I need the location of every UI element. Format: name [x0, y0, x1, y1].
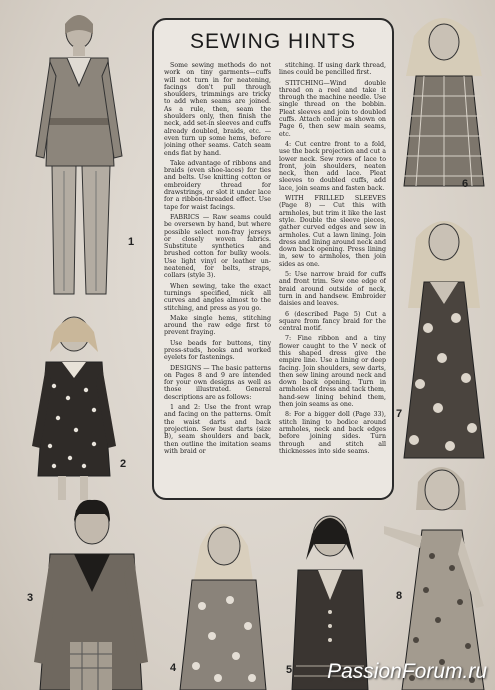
sewing-hints-panel: [152, 18, 394, 500]
article-column-2: [279, 62, 386, 498]
doll-figure-2: [24, 306, 120, 502]
figure-number-2: 2: [120, 458, 127, 470]
doll-figure-1: [22, 6, 135, 306]
figure-number-4: 4: [170, 662, 177, 674]
figure-number-3: 3: [27, 592, 34, 604]
article-column-1: [164, 62, 271, 498]
column-1-paragraph: Some sewing methods do not work on tiny garments—cuffs will not turn in for neatening, facings don't pull through shoulders, trimmings are tricky to add when seams are joined. As a rule, then, seam the shoulders only, then finish the neck, add set-in sleeves and cuffs already doubled, braids, etc. —even turn up some hems, before joining other seams. Catch seam ends flat by hand.: [164, 62, 271, 157]
column-1-paragraph: Make single hems, stitching around the raw edge first to prevent fraying.: [164, 314, 271, 337]
column-2-paragraph: 5: Use narrow braid for cuffs and front trim. Sew one edge of braid around outside of neck, turn in and handsew. Embroider daisies and leaves.: [279, 271, 386, 308]
doll-figure-3: [30, 492, 152, 690]
figure-number-6: 6: [462, 178, 469, 190]
column-2-paragraph: 6 (described Page 5) Cut a square from fancy braid for the central motif.: [279, 310, 386, 333]
article-title: SEWING HINTS: [189, 30, 356, 53]
column-1-paragraph: 1 and 2: Use the front wrap and facing on the patterns. Omit the waist darts and back projection. Sew bust darts (size B), seam shoulders and back, then outline the imitation seams with braid or: [164, 404, 271, 455]
column-1-paragraph: Use beads for buttons, tiny press-studs, hooks and worked eyelets for fastenings.: [164, 339, 271, 362]
doll-figure-7: [398, 208, 490, 464]
column-1-paragraph: When sewing, take the exact turnings specified, nick all curves and angles almost to the stitching, and press as you go.: [164, 282, 271, 312]
figure-number-1: 1: [128, 236, 135, 248]
doll-figure-8: [382, 456, 492, 690]
column-2-paragraph: 4: Cut centre front to a fold, use the back projection and cut a lower neck. Sew rows of lace to front, join shoulders, neaten neck, then add lace. Pleat sleeves to doubled cuffs, add lace, join seams and fasten back.: [279, 140, 386, 192]
column-1-paragraph: FABRICS — Raw seams could be oversewn by hand, but where possible select non-fray jerseys or closely woven fabrics. Substitute synthetics and brushed cotton for bulky wools. Use light vinyl or leather un-neatened, for belts, straps, collars (style 3).: [164, 213, 271, 280]
column-2-paragraph: stitching. If using dark thread, lines could be pencilled first.: [279, 62, 386, 77]
column-2-paragraph: WITH FRILLED SLEEVES (Page 8) — Cut this with armholes, but trim it like the last style. Double the sleeve pieces, gather curved edges and sew in armholes. Cut a lawn lining. Join dress and lining around neck and down back opening. Press lining in, sew to armholes, then join sides as one.: [279, 195, 386, 268]
doll-figure-4: [172, 506, 272, 690]
doll-figure-6: [392, 6, 492, 196]
column-1-paragraph: DESIGNS — The basic patterns on Pages 8 and 9 are intended for your own designs as well as those illustrated. General descriptions are as follows:: [164, 364, 271, 401]
column-2-paragraph: 8: For a bigger doll (Page 33), stitch lining to bodice around armholes, neck and back edges before joining sides. Turn through and stitch all thicknesses into side seams.: [279, 411, 386, 455]
column-1-paragraph: Take advantage of ribbons and braids (even shoe-laces) for ties and belts. Use knitting cotton or embroidery thread for drawstrings, or slot it under lace for a ribbon-threaded effect. Use tape for waist facings.: [164, 159, 271, 211]
column-2-paragraph: STITCHING—Wind double thread on a reel and take it through the machine needle. Use single thread on the bobbin. Pleat sleeves and join to doubled cuffs. Attach collar as shown on Page 6, then sew main seams, etc.: [279, 79, 386, 138]
figure-number-5: 5: [286, 664, 293, 676]
watermark-text: PassionForum.ru: [327, 660, 487, 683]
column-2-paragraph: 7: Fine ribbon and a tiny flower caught to the V neck of this shaped dress give the empire line. Use a lining or deep facing. Join shoulders, sew darts, then sew lining around neck and down back opening. Turn in armholes of dress and tack them, hand-sew lining behind them, then join seams as one.: [279, 335, 386, 409]
figure-number-8: 8: [396, 590, 403, 602]
figure-number-7: 7: [396, 408, 403, 420]
